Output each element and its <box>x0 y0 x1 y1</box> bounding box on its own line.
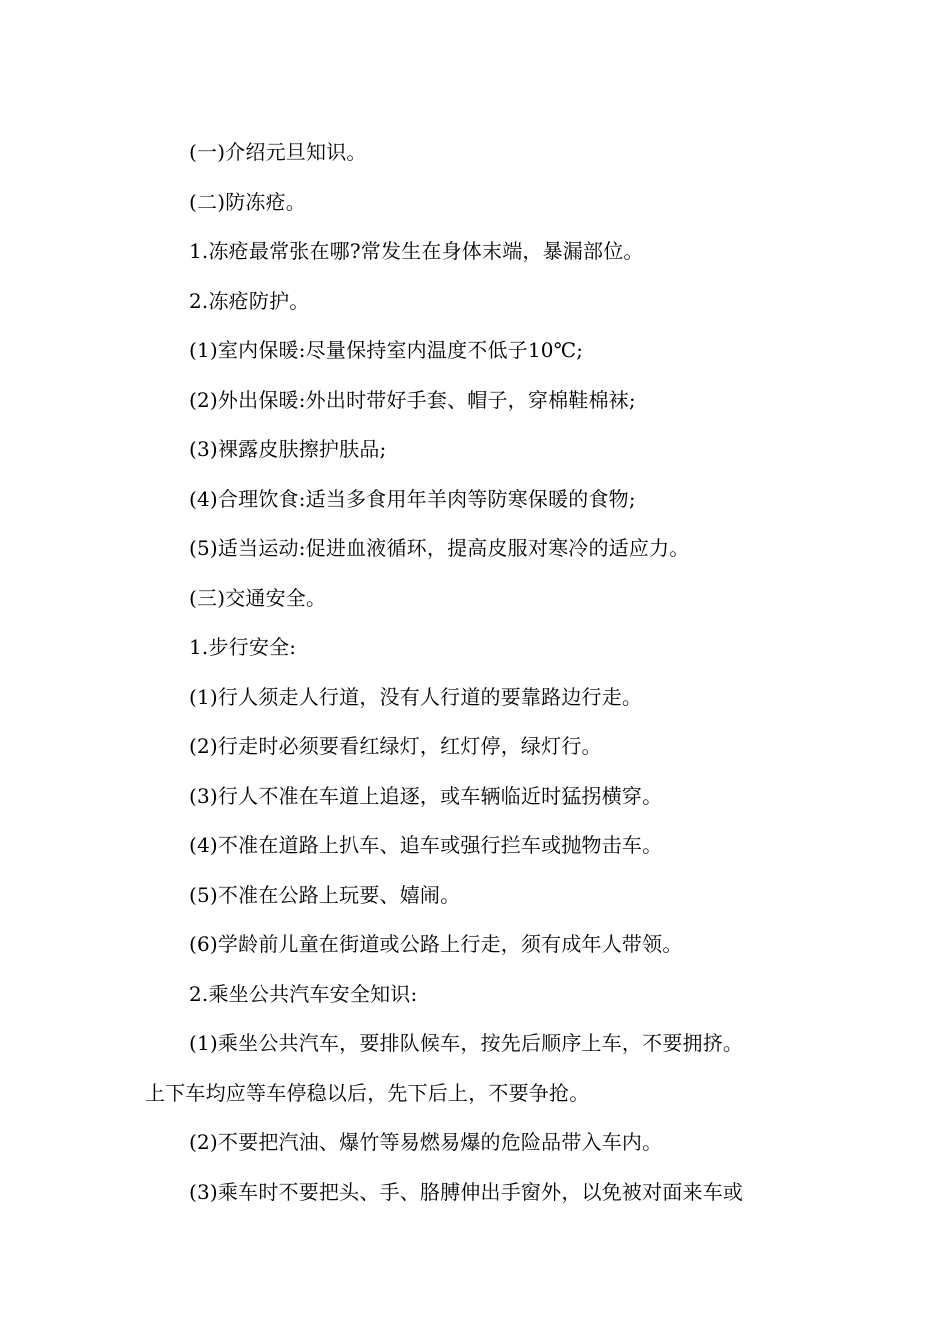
paragraph: 2.乘坐公共汽车安全知识: <box>189 981 418 1006</box>
paragraph: (1)行人须走人行道，没有人行道的要靠路边行走。 <box>189 684 643 709</box>
paragraph: 上下车均应等车停稳以后，先下后上，不要争抢。 <box>145 1080 590 1105</box>
paragraph: 1.冻疮最常张在哪?常发生在身体末端，暴漏部位。 <box>189 239 644 263</box>
paragraph: (2)不要把汽油、爆竹等易燃易爆的危险品带入车内。 <box>189 1130 663 1154</box>
paragraph: (4)不准在道路上扒车、追车或强行拦车或抛物击车。 <box>189 833 663 857</box>
paragraph: (3)行人不准在车道上追逐，或车辆临近时猛拐横穿。 <box>189 783 663 808</box>
paragraph: (5)不准在公路上玩要、嬉闹。 <box>189 882 461 907</box>
paragraph: (三)交通安全。 <box>189 585 327 610</box>
paragraph: (3)裸露皮肤擦护肤品; <box>189 437 387 461</box>
document-body <box>145 128 815 1217</box>
paragraph: (一)介绍元旦知识。 <box>189 140 367 164</box>
paragraph: (1)乘坐公共汽车，要排队候车，按先后顺序上车，不要拥挤。 <box>189 1031 744 1055</box>
paragraph: (2)外出保暖:外出时带好手套、帽子，穿棉鞋棉袜; <box>189 387 636 412</box>
paragraph: (6)学龄前儿童在街道或公路上行走，须有成年人带领。 <box>189 932 683 956</box>
paragraph: (1)室内保暖:尽量保持室内温度不低子10℃; <box>189 338 584 362</box>
paragraph: (3)乘车时不要把头、手、胳膊伸出手窗外，以免被对面来车或 <box>189 1179 744 1204</box>
paragraph: 2.冻疮防护。 <box>189 288 310 313</box>
paragraph: 1.步行安全: <box>189 635 297 659</box>
paragraph: (2)行走时必须要看红绿灯，红灯停，绿灯行。 <box>189 734 602 758</box>
paragraph: (二)防冻疮。 <box>189 189 307 214</box>
paragraph: (5)适当运动:促进血液循环，提高皮服对寒冷的适应力。 <box>189 536 690 560</box>
paragraph: (4)合理饮食:适当多食用年羊肉等防寒保暖的食物; <box>189 486 636 511</box>
